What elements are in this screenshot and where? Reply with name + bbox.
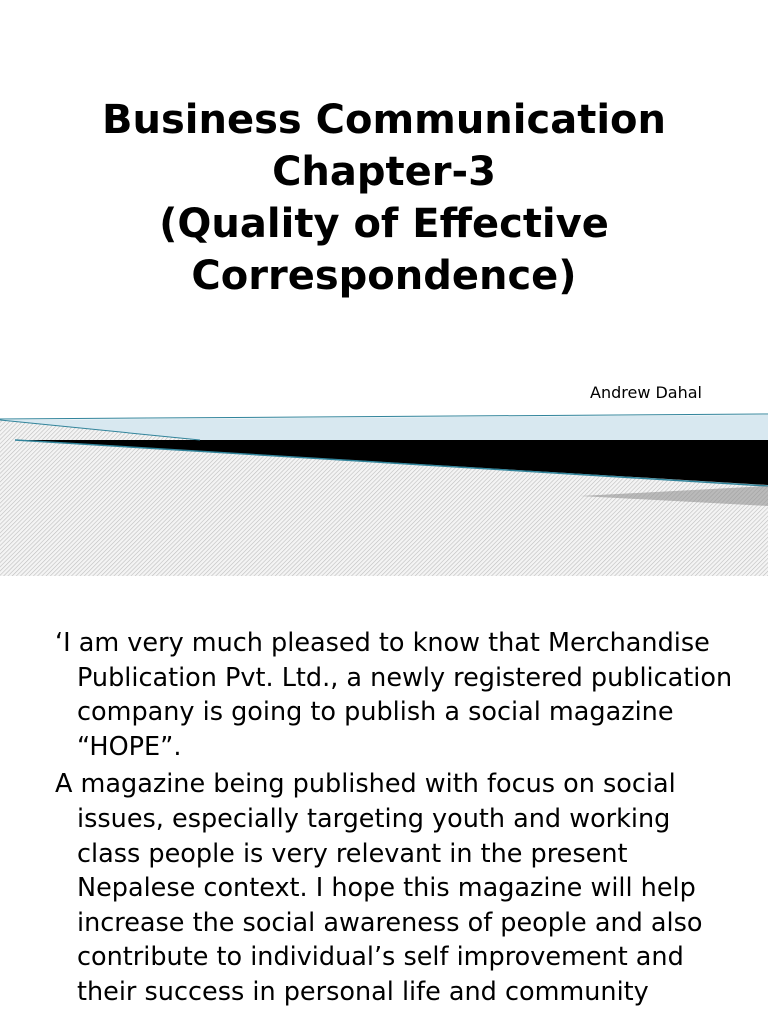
decorative-banner — [0, 384, 768, 576]
title-line-2: Chapter-3 — [272, 149, 496, 195]
title-line-4: Correspondence) — [191, 253, 577, 299]
slide-title — [0, 94, 768, 302]
body-paragraph-1: ‘I am very much pleased to know that Merchandise Publication Pvt. Ltd., a newly registered publication company is going to publish a social magazine “HOPE”. — [55, 628, 733, 762]
body-paragraph-2: A magazine being published with focus on social issues, especially targeting youth and working class people is very relevant in the present Nepalese context. I hope this magazine will help increase the social awareness of people and also contribute to individual’s self improvement and their success in personal life and community — [55, 769, 703, 1007]
title-line-1: Business Communication — [102, 97, 666, 143]
slide-body — [55, 626, 735, 1013]
title-line-3: (Quality of Effective — [159, 201, 609, 247]
author-name: Andrew Dahal — [590, 383, 702, 402]
